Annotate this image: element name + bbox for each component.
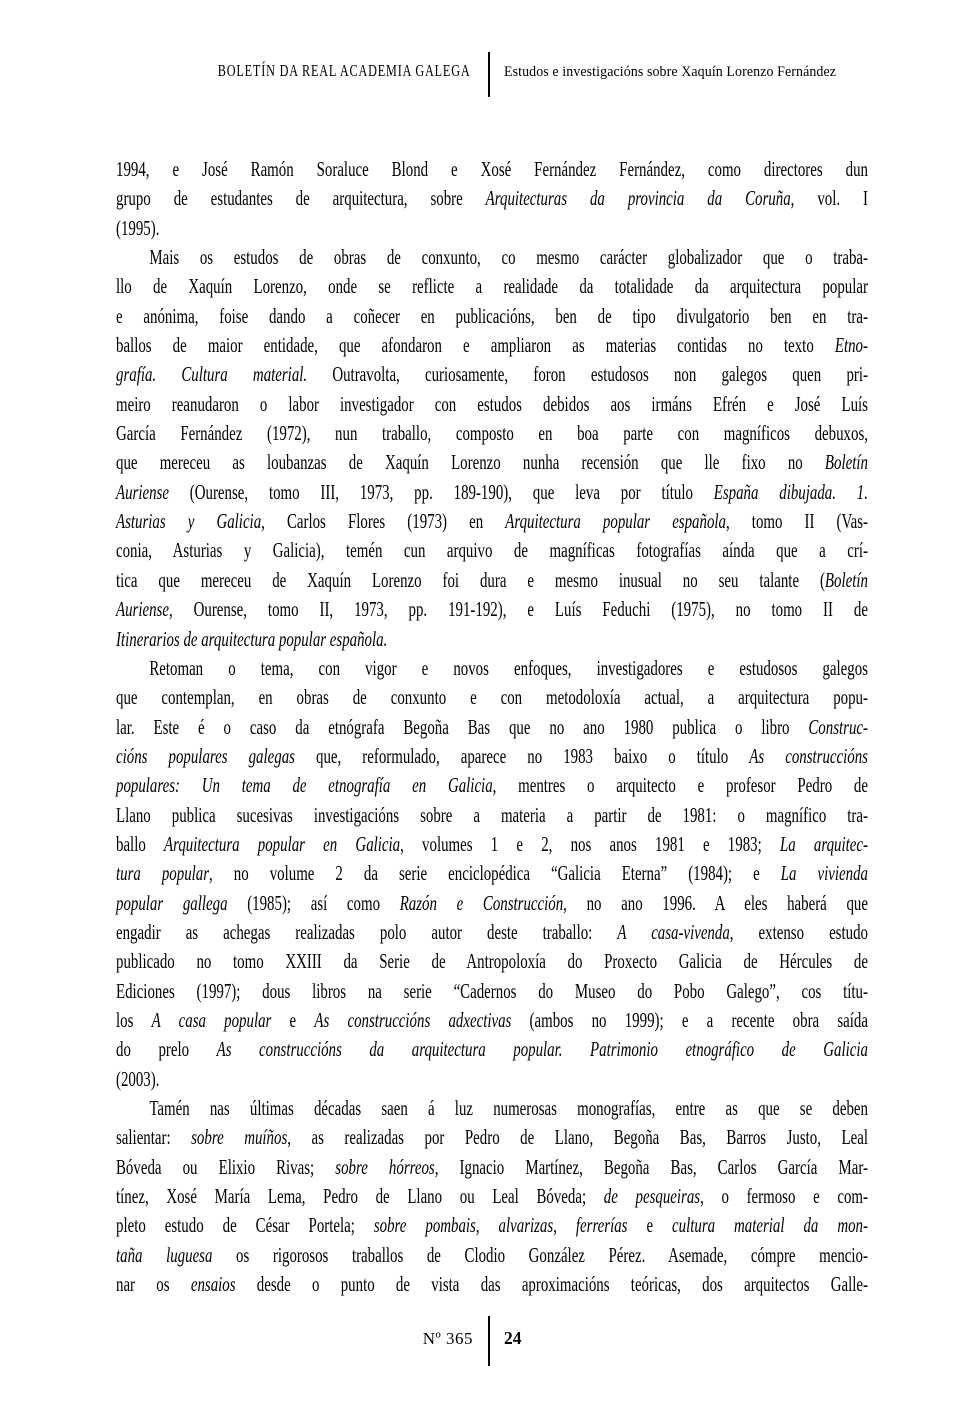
text-line: Itinerarios de arquitectura popular española.: [116, 626, 388, 651]
text-line: (1995).: [116, 215, 160, 240]
paragraph: [116, 654, 868, 1094]
text-line: conia, Asturias y Galicia), temén cun arquivo de magníficas fotografías aínda que a crí-: [116, 538, 868, 563]
text-line: publicado no tomo XXIII da Serie de Antropoloxía do Proxecto Galicia de Hércules de: [116, 949, 868, 974]
paragraph: [116, 155, 868, 243]
text-line: engadir as achegas realizadas polo autor deste traballo: A casa-vivenda, extenso estudo: [116, 919, 868, 944]
text-line: los A casa popular e As construccións adxectivas (ambos no 1999); e a recente obra saída: [116, 1007, 868, 1032]
text-line: grafía. Cultura material. Outravolta, curiosamente, foron estudosos non galegos quen pri-: [116, 362, 868, 387]
text-line: (2003).: [116, 1066, 160, 1091]
journal-title: BOLETÍN DA REAL ACADEMIA GALEGA: [217, 61, 470, 80]
text-line: taña luguesa os rigorosos traballos de Clodio González Pérez. Asemade, cómpre mencio-: [116, 1242, 868, 1267]
text-line: pleto estudo de César Portela; sobre pombais, alvarizas, ferrerías e cultura material da mon-: [116, 1213, 868, 1238]
text-line: que contemplan, en obras de conxunto e con metodoloxía actual, a arquitectura popu-: [116, 685, 868, 710]
text-line: salientar: sobre muíños, as realizadas por Pedro de Llano, Begoña Bas, Barros Justo, Leal: [116, 1125, 868, 1150]
text-line: nar os ensaios desde o punto de vista das aproximacións teóricas, dos arquitectos Galle-: [116, 1272, 868, 1297]
text-line: 1994, e José Ramón Soraluce Blond e Xosé Fernández Fernández, como directores dun: [116, 157, 868, 181]
paragraph: [116, 243, 868, 654]
text-line: ballo Arquitectura popular en Galicia, volumes 1 e 2, nos anos 1981 e 1983; La arquitec-: [116, 831, 868, 856]
article-body: [116, 155, 868, 1299]
text-line: Retoman o tema, con vigor e novos enfoques, investigadores e estudosos galegos: [149, 655, 868, 680]
text-line: que mereceu as loubanzas de Xaquín Lorenzo nunha recensión que lle fixo no Boletín: [116, 450, 868, 475]
text-line: ballos de maior entidade, que afondaron e ampliaron as materias contidas no texto Etno-: [116, 333, 868, 358]
page-number: 24: [504, 1328, 522, 1348]
text-line: llo de Xaquín Lorenzo, onde se reflicte a realidade da totalidade da arquitectura popular: [116, 274, 868, 299]
text-line: grupo de estudantes de arquitectura, sobre Arquitecturas da provincia da Coruña, vol. I: [116, 186, 868, 211]
issue-number-label: Nº 365: [422, 1329, 473, 1348]
text-line: Bóveda ou Elixio Rivas; sobre hórreos, Ignacio Martínez, Begoña Bas, Carlos García Mar-: [116, 1154, 868, 1179]
text-line: Llano publica sucesivas investigacións sobre a materia a partir de 1981: o magnífico tra-: [116, 802, 868, 827]
text-line: tura popular, no volume 2 da serie enciclopédica “Galicia Eterna” (1984); e La vivienda: [116, 861, 868, 886]
text-line: popular gallega (1985); así como Razón e Construcción, no ano 1996. A eles haberá que: [116, 890, 868, 915]
text-line: Auriense, Ourense, tomo II, 1973, pp. 191-192), e Luís Feduchi (1975), no tomo II de: [116, 597, 868, 622]
text-line: meiro reanudaron o labor investigador con estudos debidos aos irmáns Efrén e José Luís: [116, 391, 868, 416]
text-line: do prelo As construccións da arquitectura popular. Patrimonio etnográfico de Galicia: [116, 1037, 868, 1062]
text-line: Tamén nas últimas décadas saen á luz numerosas monografías, entre as que se deben: [149, 1096, 868, 1120]
text-line: e anónima, foise dando a coñecer en publicacións, ben de tipo divulgatorio ben en tra-: [116, 303, 868, 328]
footer-divider-rule: [488, 1316, 490, 1366]
text-line: tica que mereceu de Xaquín Lorenzo foi dura e mesmo inusual no seu talante (Boletín: [116, 567, 868, 592]
text-line: Mais os estudos de obras de conxunto, co mesmo carácter globalizador que o traba-: [149, 245, 868, 270]
text-line: lar. Este é o caso da etnógrafa Begoña Bas que no ano 1980 publica o libro Construc-: [116, 714, 868, 739]
text-line: Ediciones (1997); dous libros na serie “Cadernos do Museo do Pobo Galego”, cos títu-: [116, 978, 868, 1003]
text-line: tínez, Xosé María Lema, Pedro de Llano ou Leal Bóveda; de pesqueiras, o fermoso e com-: [116, 1184, 868, 1209]
section-title: Estudos e investigacións sobre Xaquín Lorenzo Fernández: [504, 64, 837, 80]
text-line: cións populares galegas que, reformulado, aparece no 1983 baixo o título As construccións: [116, 743, 868, 768]
text-line: populares: Un tema de etnografía en Galicia, mentres o arquitecto e profesor Pedro de: [116, 773, 868, 798]
text-line: Asturias y Galicia, Carlos Flores (1973) en Arquitectura popular española, tomo II (Vas-: [116, 509, 868, 534]
header-divider-rule: [488, 52, 490, 97]
text-line: García Fernández (1972), nun traballo, composto en boa parte con magníficos debuxos,: [116, 421, 868, 446]
text-line: Auriense (Ourense, tomo III, 1973, pp. 189-190), que leva por título España dibujada. 1.: [116, 479, 868, 504]
paragraph: [116, 1094, 868, 1299]
